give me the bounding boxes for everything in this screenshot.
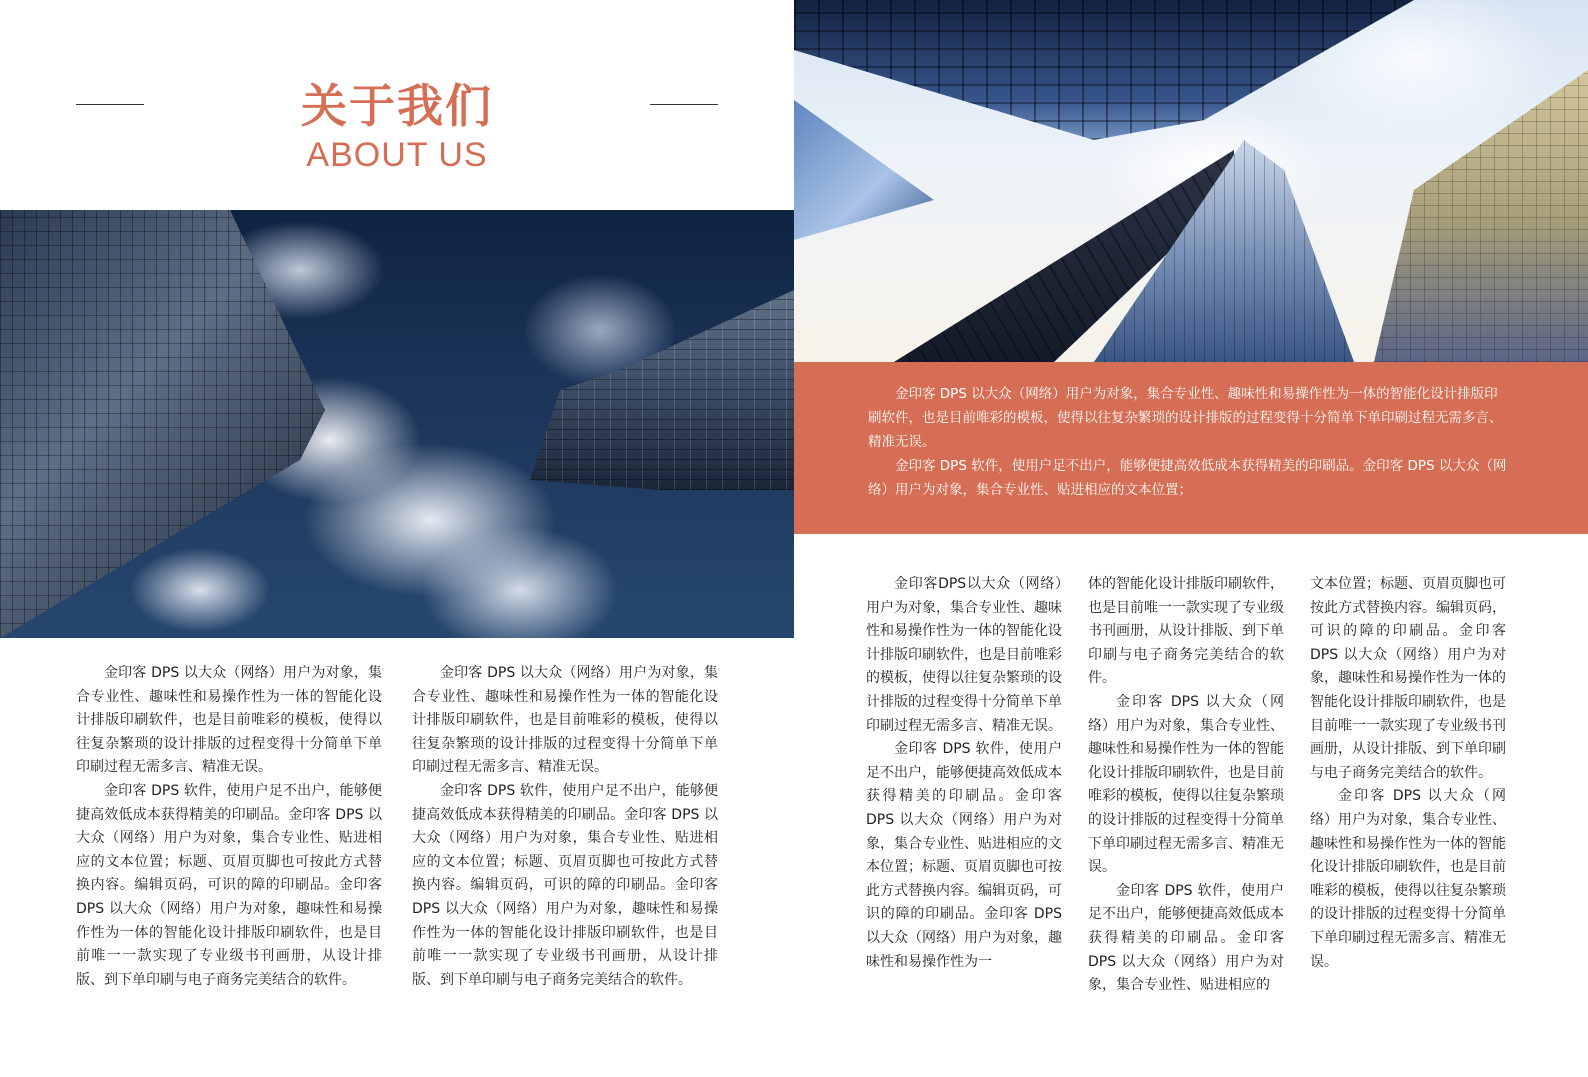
intro-banner — [794, 362, 1588, 534]
paragraph: 金印客 DPS 以大众（网络）用户为对象，集合专业性、趣味性和易操作性为一体的智能化设计排版印刷软件，也是目前唯彩的模板，使得以往复杂繁琐的设计排版的过程变得十分简单下单印刷过程无需多言、精准无误。 — [76, 665, 382, 776]
left-text-column-1 — [76, 662, 382, 992]
paragraph: 金印客 DPS 软件，使用户足不出户，能够便捷高效低成本获得精美的印刷品。金印客 DPS 以大众（网络）用户为对象，集合专业性、贴进相应的文本位置；标题、页眉页脚也可按此方式替换内容。编辑页码，可识的障的印刷品。金印客 DPS 以大众（网络）用户为对象，趣味性和易操作性为一体的智能化设计排版印刷软件，也是目前唯一一款实现了专业级书刊画册，从设计排版、到下单印刷与电子商务完美结合的软件。 — [412, 782, 718, 988]
page-title-chinese: 关于我们 — [301, 79, 493, 133]
right-text-column-2 — [1088, 573, 1284, 998]
banner-paragraph: 金印客 DPS 软件，使用户足不出户，能够便捷高效低成本获得精美的印刷品。金印客 DPS 以大众（网络）用户为对象，集合专业性、贴进相应的文本位置； — [868, 458, 1507, 498]
right-page — [794, 0, 1588, 1077]
left-text-column-2 — [412, 662, 718, 992]
building-top-overhang — [794, 0, 1414, 140]
paragraph: 金印客 DPS 软件，使用户足不出户，能够便捷高效低成本获得精美的印刷品。金印客 DPS 以大众（网络）用户为对象，集合专业性、贴进相应的文本位置；标题、页眉页脚也可按此方式替换内容。编辑页码，可识的障的印刷品。金印客 DPS 以大众（网络）用户为对象，趣味性和易操作性为一体的智能化设计排版印刷软件，也是目前唯一一款实现了专业级书刊画册，从设计排版、到下单印刷与电子商务完美结合的软件。 — [76, 782, 382, 988]
building-right-tower — [530, 250, 794, 490]
skyscraper-day-photo — [794, 0, 1588, 362]
paragraph: 金印客DPS以大众（网络）用户为对象，集合专业性、趣味性和易操作性为一体的智能化设计排版印刷软件，也是目前唯彩的模板，使得以往复杂繁琐的设计排版的过程变得十分简单下单印刷过程无需多言、精准无误。 — [866, 576, 1062, 734]
paragraph: 金印客 DPS 以大众（网络）用户为对象，集合专业性、趣味性和易操作性为一体的智能化设计排版印刷软件，也是目前唯彩的模板，使得以往复杂繁琐的设计排版的过程变得十分简单下单印刷过程无需多言、精准无误。 — [1310, 788, 1506, 970]
building-gold-tower — [1354, 70, 1588, 362]
paragraph-continued: 文本位置；标题、页眉页脚也可按此方式替换内容。编辑页码，可识的障的印刷品。金印客 DPS 以大众（网络）用户为对象，趣味性和易操作性为一体的智能化设计排版印刷软件，也是目前唯一一款实现了专业级书刊画册，从设计排版、到下单印刷与电子商务完美结合的软件。 — [1310, 576, 1506, 781]
banner-text — [868, 382, 1508, 502]
building-left-edge — [794, 100, 934, 240]
paragraph-continued: 体的智能化设计排版印刷软件，也是目前唯一一款实现了专业级书刊画册，从设计排版、到下单印刷与电子商务完美结合的软件。 — [1088, 576, 1284, 687]
paragraph: 金印客 DPS 软件，使用户足不出户，能够便捷高效低成本获得精美的印刷品。金印客 DPS 以大众（网络）用户为对象，集合专业性、贴进相应的文本位置；标题、页眉页脚也可按此方式替换内容。编辑页码，可识的障的印刷品。金印客 DPS 以大众（网络）用户为对象，趣味性和易操作性为一 — [866, 741, 1062, 970]
right-text-column-3 — [1310, 573, 1506, 974]
building-left-tower — [0, 210, 330, 638]
paragraph: 金印客 DPS 以大众（网络）用户为对象，集合专业性、趣味性和易操作性为一体的智能化设计排版印刷软件，也是目前唯彩的模板，使得以往复杂繁琐的设计排版的过程变得十分简单下单印刷过程无需多言、精准无误。 — [1088, 693, 1284, 876]
banner-paragraph: 金印客 DPS 以大众（网络）用户为对象，集合专业性、趣味性和易操作性为一体的智能化设计排版印刷软件，也是目前唯彩的模板，使得以往复杂繁琐的设计排版的过程变得十分简单下单印刷过程无需多言、精准无误。 — [868, 386, 1503, 450]
skyscraper-night-photo — [0, 210, 794, 638]
paragraph: 金印客 DPS 软件，使用户足不出户，能够便捷高效低成本获得精美的印刷品。金印客 DPS 以大众（网络）用户为对象，集合专业性、贴进相应的 — [1088, 882, 1284, 994]
right-text-column-1 — [866, 573, 1062, 974]
paragraph: 金印客 DPS 以大众（网络）用户为对象，集合专业性、趣味性和易操作性为一体的智能化设计排版印刷软件，也是目前唯彩的模板，使得以往复杂繁琐的设计排版的过程变得十分简单下单印刷过程无需多言、精准无误。 — [412, 665, 718, 776]
page-title-english: ABOUT US — [306, 136, 488, 174]
